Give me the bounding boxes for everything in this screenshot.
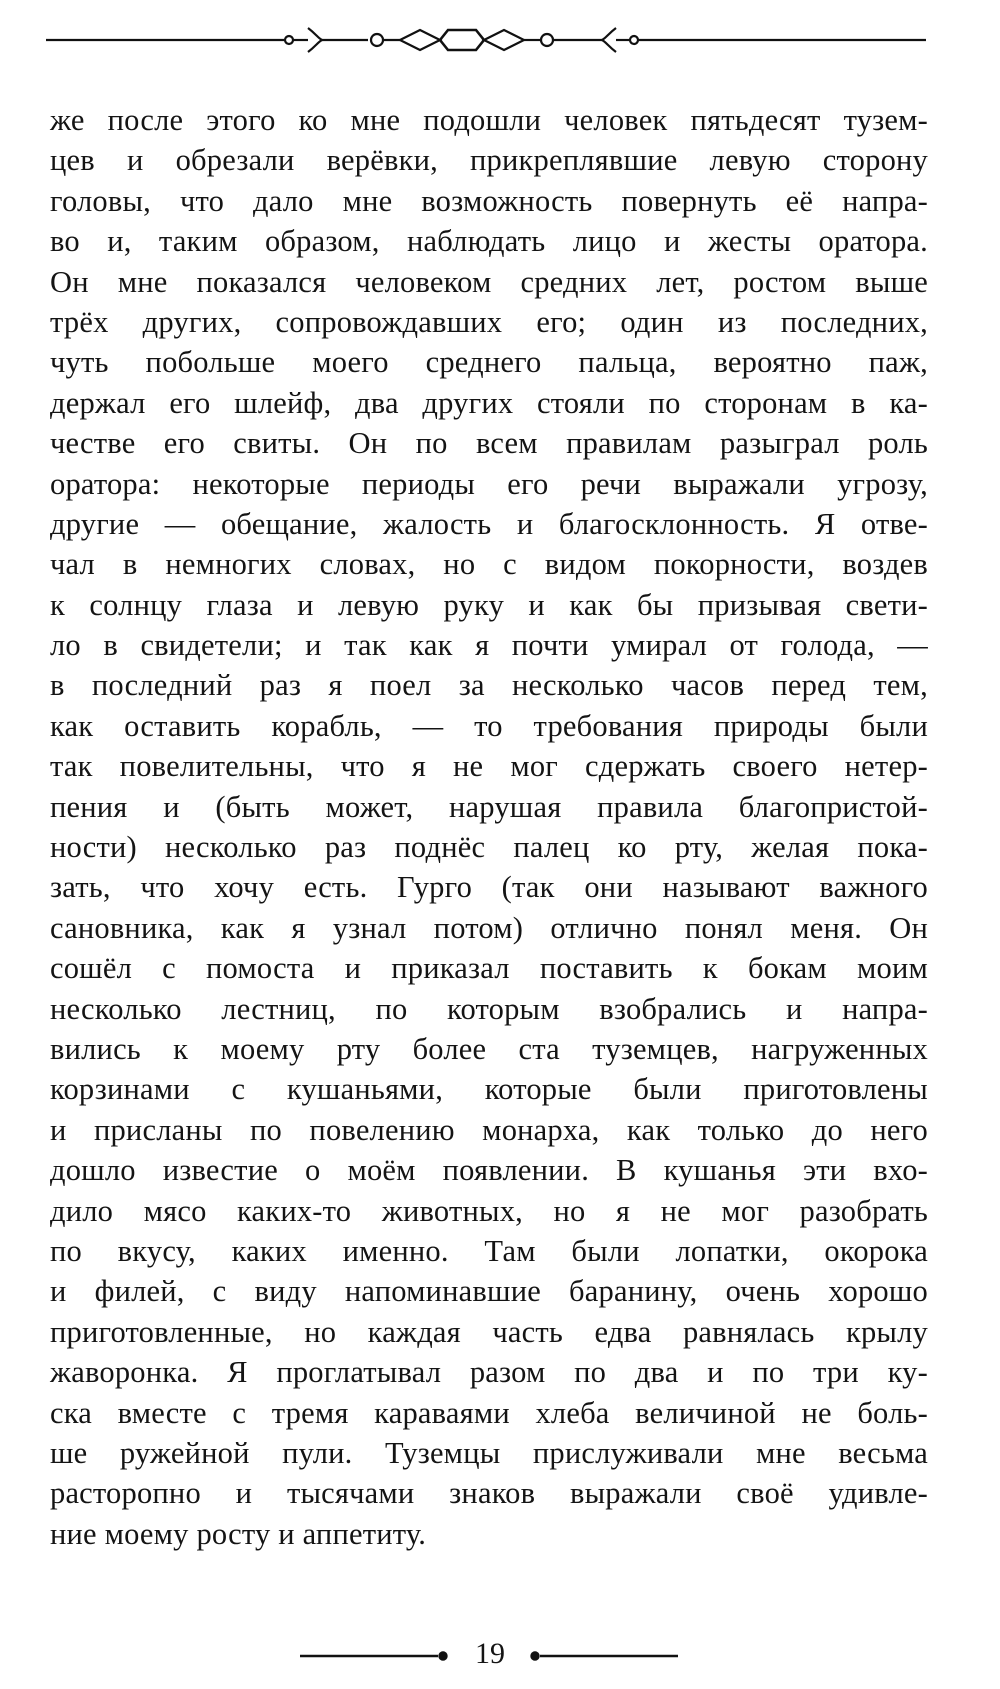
text-line: приготовленные, но каждая часть едва равнялась крылу [50,1314,928,1349]
text-line: вились к моему рту более ста туземцев, нагруженных [50,1031,928,1066]
text-line: ности) несколько раз поднёс палец ко рту, желая пока- [50,830,928,865]
text-line: чуть побольше моего среднего пальца, вероятно паж, [50,345,928,380]
text-line: сановника, как я узнал потом) отлично понял меня. Он [50,910,928,945]
text-line: сошёл с помоста и приказал поставить к бокам моим [50,951,928,986]
footer-ornament-right [528,1650,678,1662]
text-line: Он мне показался человеком средних лет, ростом выше [50,264,928,299]
text-line: корзинами с кушаньями, которые были приготовлены [50,1072,928,1107]
text-line: держал его шлейф, два других стояли по сторонам в ка- [50,385,928,420]
text-line: ше ружейной пули. Туземцы прислуживали мне весьма [50,1435,928,1470]
text-line: дило мясо каких-то животных, но я не мог разобрать [50,1193,928,1228]
text-line: пения и (быть может, нарушая правила благопристой- [50,789,928,824]
text-line: же после этого ко мне подошли человек пятьдесят тузем- [50,103,928,137]
text-line: зать, что хочу есть. Гурго (так они называют важного [50,870,928,905]
text-line: и филей, с виду напоминавшие баранину, очень хорошо [50,1274,928,1309]
text-line: во и, таким образом, наблюдать лицо и жесты оратора. [50,224,928,259]
text-line: головы, что дало мне возможность повернуть её напра- [50,183,928,218]
text-line-last: ние моему росту и аппетиту. [50,1516,427,1551]
page-body-text [50,100,928,1554]
page-number: 19 [475,1637,505,1670]
text-line: трёх других, сопровождавших его; один из последних, [50,304,928,339]
text-line: цев и обрезали верёвки, прикреплявшие левую сторону [50,143,928,178]
text-line: чал в немногих словах, но с видом покорности, воздев [50,547,928,582]
text-line: несколько лестниц, по которым взобрались и напра- [50,991,928,1026]
page-footer [0,1630,1000,1680]
text-line: так повелительны, что я не мог сдержать своего нетер- [50,749,928,784]
text-line: ска вместе с тремя караваями хлеба величиной не боль- [50,1395,928,1430]
text-line: дошло известие о моём появлении. В кушанья эти вхо- [50,1153,928,1188]
text-line: жаворонка. Я проглатывал разом по два и по три ку- [50,1355,928,1390]
header-ornament [46,20,926,60]
text-line: в последний раз я поел за несколько часов перед тем, [50,668,928,703]
text-line: и присланы по повелению монарха, как только до него [50,1112,928,1147]
text-line: честве его свиты. Он по всем правилам разыграл роль [50,426,928,461]
text-line: ло в свидетели; и так как я почти умирал от голода, — [50,628,928,663]
text-line: к солнцу глаза и левую руку и как бы призывая свети- [50,587,928,622]
text-line: другие — обещание, жалость и благосклонность. Я отве- [50,506,928,541]
footer-ornament-left [300,1650,450,1662]
text-line: оратора: некоторые периоды его речи выражали угрозу, [50,466,928,501]
text-line: по вкусу, каких именно. Там были лопатки, окорока [50,1233,928,1268]
text-line: расторопно и тысячами знаков выражали своё удивле- [50,1476,928,1511]
text-line: как оставить корабль, — то требования природы были [50,708,928,743]
